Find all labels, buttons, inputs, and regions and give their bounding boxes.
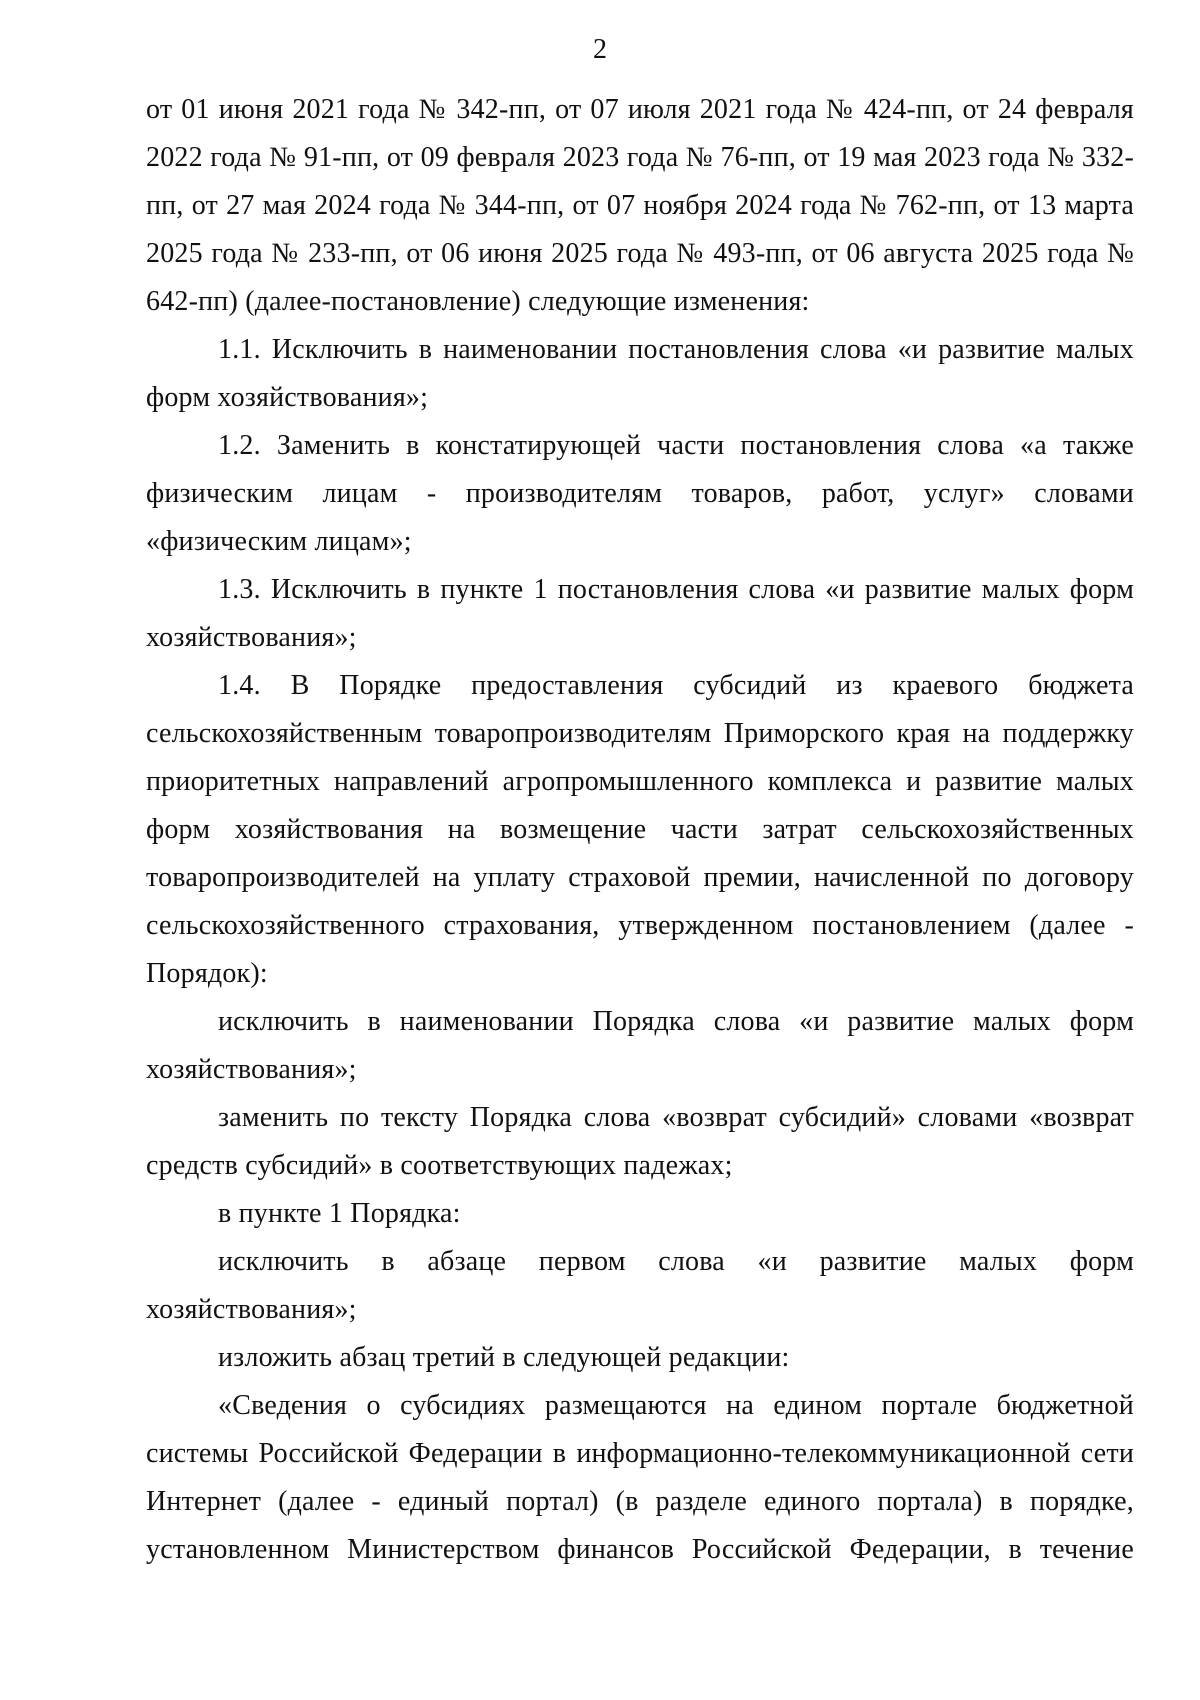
paragraph-amendments-list: от 01 июня 2021 года № 342-пп, от 07 июля 2021 года № 424-пп, от 24 февраля 2022 года № 91-пп, от 09 февраля 2023 года № 76-пп, от 19 мая 2023 года № 332-пп, от 27 мая 2024 года № 344-пп, от 07 ноября 2024 года № 762-пп, от 13 марта 2025 года № 233-пп, от 06 июня 2025 года № 493-пп, от 06 августа 2025 года № 642-пп) (далее-постановление) следующие изменения: [146, 94, 1134, 317]
paragraph-subsidies-info: «Сведения о субсидиях размещаются на едином портале бюджетной системы Российской Федерации в информационно-телекоммуникационной сети Интернет (далее - единый портал) (в разделе единого портала) в порядке, установленном Министерством финансов Российской Федерации, в течение [146, 1390, 1134, 1565]
paragraph-replace-words: заменить по тексту Порядка слова «возврат субсидий» словами «возврат средств субсидий» в соответствующих падежах; [146, 1102, 1134, 1181]
paragraph-1-2: 1.2. Заменить в констатирующей части постановления слова «а также физическим лицам - производителям товаров, работ, услуг» словами «физическим лицам»; [146, 430, 1134, 557]
paragraph-1-3: 1.3. Исключить в пункте 1 постановления слова «и развитие малых форм хозяйствования»; [146, 574, 1134, 653]
paragraph-third-new-edition: изложить абзац третий в следующей редакции: [218, 1342, 790, 1373]
page-number: 2 [593, 34, 607, 65]
paragraph-1-1: 1.1. Исключить в наименовании постановления слова «и развитие малых форм хозяйствования»; [146, 334, 1134, 413]
paragraph-exclude-title: исключить в наименовании Порядка слова «и развитие малых форм хозяйствования»; [146, 1006, 1134, 1085]
document-body [146, 86, 1134, 1574]
paragraph-exclude-first: исключить в абзаце первом слова «и развитие малых форм хозяйствования»; [146, 1246, 1134, 1325]
paragraph-1-4: 1.4. В Порядке предоставления субсидий из краевого бюджета сельскохозяйственным товаропроизводителям Приморского края на поддержку приоритетных направлений агропромышленного комплекса и развитие малых форм хозяйствования на возмещение части затрат сельскохозяйственных товаропроизводителей на уплату страховой премии, начисленной по договору сельскохозяйственного страхования, утвержденном постановлением (далее - Порядок): [146, 670, 1134, 989]
paragraph-point-1: в пункте 1 Порядка: [218, 1198, 461, 1229]
